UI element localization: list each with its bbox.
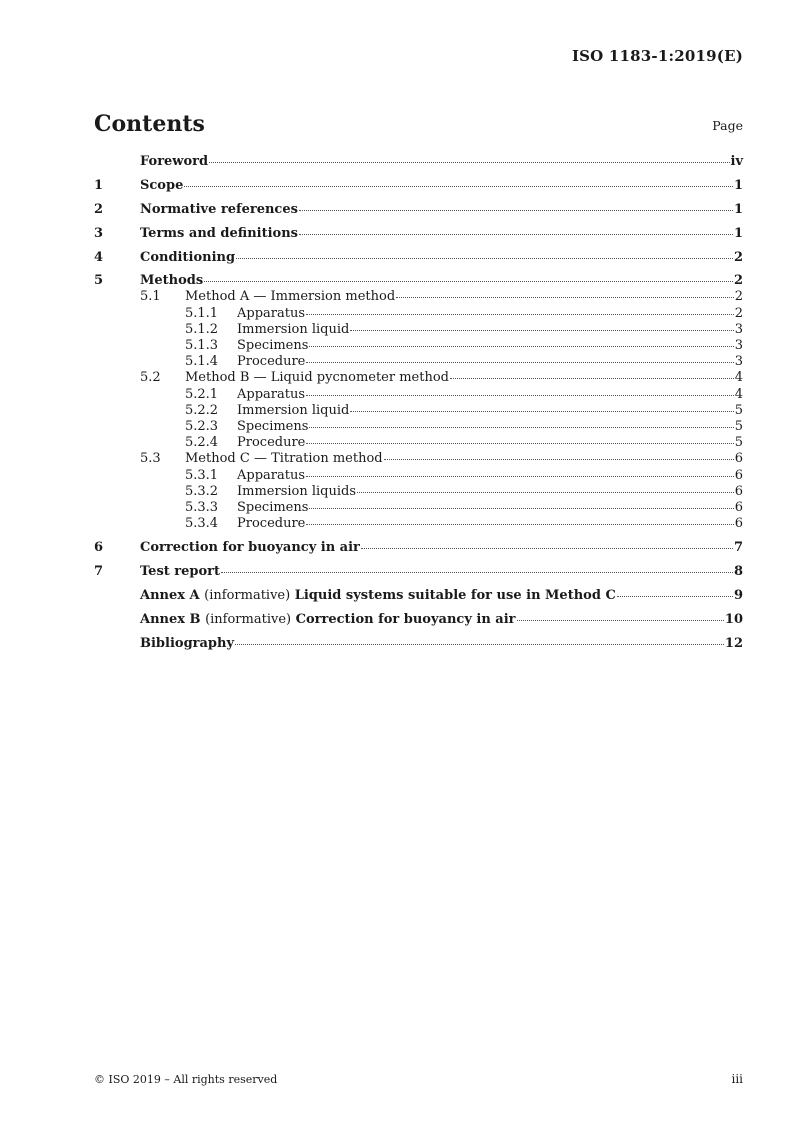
- toc-entry[interactable]: [94, 419, 743, 435]
- dot-leader: [221, 571, 733, 573]
- toc-entry-text: Immersion liquids: [237, 483, 357, 499]
- toc-entry-title: [237, 387, 305, 403]
- toc-entry-page: iv: [730, 154, 743, 169]
- toc-entry-text: Method C — Titration method: [185, 451, 383, 467]
- table-of-contents: [94, 153, 743, 652]
- toc-entry[interactable]: [94, 249, 743, 266]
- toc-entry-title: [140, 611, 516, 628]
- toc-entry-text: Specimens: [237, 419, 309, 435]
- toc-entry-text: Apparatus: [237, 467, 306, 483]
- toc-entry-text: Method B — Liquid pycnometer method: [185, 370, 449, 386]
- toc-entry[interactable]: [94, 563, 743, 580]
- toc-entry-title: [237, 419, 308, 435]
- dot-leader: [306, 475, 734, 477]
- dot-leader: [309, 426, 733, 428]
- toc-entry-page: 6: [734, 451, 743, 467]
- toc-entry-title: [140, 563, 220, 580]
- dot-leader: [306, 523, 733, 525]
- toc-entry-page: 6: [734, 483, 743, 499]
- dot-leader: [184, 185, 733, 187]
- toc-entry-title: [237, 500, 308, 516]
- toc-entry-title: [140, 272, 203, 289]
- toc-entry[interactable]: [94, 322, 743, 338]
- dot-leader: [309, 345, 733, 347]
- toc-entry[interactable]: [94, 468, 743, 484]
- toc-entry-title: [237, 306, 305, 322]
- toc-entry-text: Normative references: [140, 201, 298, 217]
- dot-leader: [299, 209, 733, 211]
- dot-leader: [209, 161, 729, 163]
- toc-entry-number: 5.1.1: [185, 305, 219, 321]
- document-id: ISO 1183-1:2019(E): [571, 47, 743, 65]
- toc-entry[interactable]: [94, 272, 743, 289]
- toc-entry-number: 5.3.4: [185, 516, 219, 532]
- toc-entry-title: [140, 249, 235, 266]
- footer-page-number: iii: [731, 1072, 743, 1086]
- toc-entry-number: 2: [94, 201, 104, 217]
- toc-entry[interactable]: [94, 611, 743, 628]
- toc-entry-title: [185, 370, 449, 386]
- dot-leader: [306, 361, 733, 363]
- toc-entry-title: [140, 225, 298, 242]
- toc-entry-text: Immersion liquid: [237, 321, 350, 337]
- dot-leader: [235, 643, 724, 645]
- toc-entry-page: 2: [733, 273, 743, 289]
- toc-entry-page: 4: [734, 370, 743, 386]
- toc-entry-title: [185, 451, 383, 467]
- toc-entry[interactable]: [94, 387, 743, 403]
- toc-entry-page: 12: [724, 635, 743, 651]
- toc-entry-number: 5.3.3: [185, 500, 219, 516]
- toc-entry-number: 5.3: [140, 451, 161, 467]
- toc-entry-text: Specimens: [237, 338, 309, 354]
- toc-entry-page: 3: [734, 321, 743, 337]
- dot-leader: [309, 507, 733, 509]
- toc-entry[interactable]: [94, 225, 743, 242]
- dot-leader: [350, 329, 733, 331]
- toc-entry-number: 5.1.3: [185, 338, 219, 354]
- toc-entry[interactable]: [94, 370, 743, 386]
- toc-entry-number: 5.2.3: [185, 419, 219, 435]
- toc-entry-text: Correction for buoyancy in air: [295, 612, 516, 628]
- toc-entry-text: Procedure: [237, 354, 306, 370]
- contents-heading: Contents: [94, 111, 205, 137]
- dot-leader: [306, 442, 733, 444]
- dot-leader: [204, 280, 733, 282]
- toc-entry-page: 6: [734, 500, 743, 516]
- toc-entry-text: Test report: [140, 564, 221, 580]
- toc-entry-number: 5: [94, 273, 104, 289]
- toc-entry[interactable]: [94, 306, 743, 322]
- toc-entry[interactable]: [94, 289, 743, 305]
- footer-copyright: © ISO 2019 – All rights reserved: [94, 1073, 278, 1086]
- toc-entry-page: 6: [734, 467, 743, 483]
- toc-entry-page: 6: [734, 516, 743, 532]
- toc-entry-page: 1: [733, 201, 743, 217]
- toc-entry-text: Procedure: [237, 435, 306, 451]
- page-column-label: Page: [712, 118, 743, 133]
- toc-entry-page: 3: [734, 354, 743, 370]
- toc-entry[interactable]: [94, 500, 743, 516]
- toc-entry-text: Scope: [140, 177, 184, 193]
- toc-entry-number: 6: [94, 540, 104, 556]
- toc-entry-page: 5: [734, 435, 743, 451]
- toc-entry-page: 7: [733, 540, 743, 556]
- dot-leader: [361, 547, 733, 549]
- toc-entry-page: 5: [734, 419, 743, 435]
- dot-leader: [617, 595, 733, 597]
- toc-entry-title: [140, 177, 183, 194]
- annex-type: (informative): [204, 588, 291, 604]
- dot-leader: [299, 233, 733, 235]
- toc-entry-number: 5.2.2: [185, 402, 219, 418]
- toc-entry-number: 5.1.2: [185, 321, 219, 337]
- toc-entry-title: [237, 468, 305, 484]
- toc-entry-text: Procedure: [237, 516, 306, 532]
- toc-entry[interactable]: [94, 177, 743, 194]
- toc-entry[interactable]: [94, 435, 743, 451]
- dot-leader: [357, 491, 734, 493]
- dot-leader: [236, 257, 733, 259]
- toc-entry[interactable]: [94, 201, 743, 218]
- dot-leader: [306, 394, 734, 396]
- toc-entry-title: [237, 322, 349, 338]
- annex-label: Annex A: [140, 588, 200, 604]
- toc-entry-text: Specimens: [237, 500, 309, 516]
- toc-entry-page: 8: [733, 564, 743, 580]
- toc-entry-page: 2: [733, 249, 743, 265]
- toc-entry-title: [140, 201, 298, 218]
- toc-entry-text: Liquid systems suitable for use in Method C: [294, 588, 616, 604]
- toc-entry-title: [140, 587, 616, 604]
- toc-entry-number: 7: [94, 564, 104, 580]
- toc-entry[interactable]: [94, 451, 743, 467]
- toc-entry-page: 1: [733, 177, 743, 193]
- toc-entry-title: [237, 435, 305, 451]
- dot-leader: [306, 313, 734, 315]
- toc-entry-title: [140, 635, 234, 652]
- toc-entry-title: [237, 354, 305, 370]
- toc-entry-title: [185, 289, 395, 305]
- toc-entry[interactable]: [94, 484, 743, 500]
- toc-entry-number: 5.3.1: [185, 467, 219, 483]
- toc-entry-title: [237, 516, 305, 532]
- toc-entry-number: 1: [94, 177, 104, 193]
- toc-entry-number: 4: [94, 249, 104, 265]
- toc-entry-page: 5: [734, 402, 743, 418]
- toc-entry-page: 2: [734, 289, 743, 305]
- dot-leader: [384, 458, 734, 460]
- toc-entry-title: [237, 484, 356, 500]
- toc-entry-title: [140, 539, 360, 556]
- dot-leader: [450, 377, 734, 379]
- toc-entry-page: 10: [724, 612, 743, 628]
- toc-entry-text: Immersion liquid: [237, 402, 350, 418]
- toc-entry-text: Correction for buoyancy in air: [140, 540, 360, 556]
- toc-entry-number: 5.1: [140, 289, 161, 305]
- toc-entry[interactable]: [94, 354, 743, 370]
- annex-type: (informative): [205, 612, 292, 628]
- toc-entry-title: [237, 338, 308, 354]
- toc-entry[interactable]: [94, 635, 743, 652]
- toc-entry[interactable]: [94, 539, 743, 556]
- toc-entry-text: Terms and definitions: [140, 225, 298, 241]
- dot-leader: [396, 296, 734, 298]
- toc-entry[interactable]: [94, 587, 743, 604]
- toc-entry[interactable]: [94, 403, 743, 419]
- toc-entry-page: 9: [733, 588, 743, 604]
- toc-entry-text: Conditioning: [140, 249, 236, 265]
- toc-entry-text: Method A — Immersion method: [185, 289, 396, 305]
- toc-entry-page: 2: [734, 305, 743, 321]
- toc-entry-title: [140, 153, 208, 170]
- toc-entry-text: Bibliography: [140, 635, 235, 651]
- dot-leader: [350, 410, 733, 412]
- toc-entry-text: Foreword: [140, 154, 209, 169]
- toc-entry-number: 5.2.4: [185, 435, 219, 451]
- toc-entry-number: 5.2.1: [185, 386, 219, 402]
- toc-entry-text: Methods: [140, 273, 204, 289]
- toc-entry-page: 3: [734, 338, 743, 354]
- toc-entry-number: 5.3.2: [185, 483, 219, 499]
- toc-entry-number: 5.2: [140, 370, 161, 386]
- toc-entry[interactable]: [94, 516, 743, 532]
- toc-entry-title: [237, 403, 349, 419]
- toc-entry-page: 4: [734, 386, 743, 402]
- toc-entry[interactable]: [94, 153, 743, 170]
- annex-label: Annex B: [140, 612, 201, 628]
- toc-entry[interactable]: [94, 338, 743, 354]
- toc-entry-text: Apparatus: [237, 305, 306, 321]
- toc-entry-text: Apparatus: [237, 386, 306, 402]
- toc-entry-number: 5.1.4: [185, 354, 219, 370]
- toc-entry-number: 3: [94, 225, 104, 241]
- dot-leader: [517, 619, 724, 621]
- toc-entry-page: 1: [733, 225, 743, 241]
